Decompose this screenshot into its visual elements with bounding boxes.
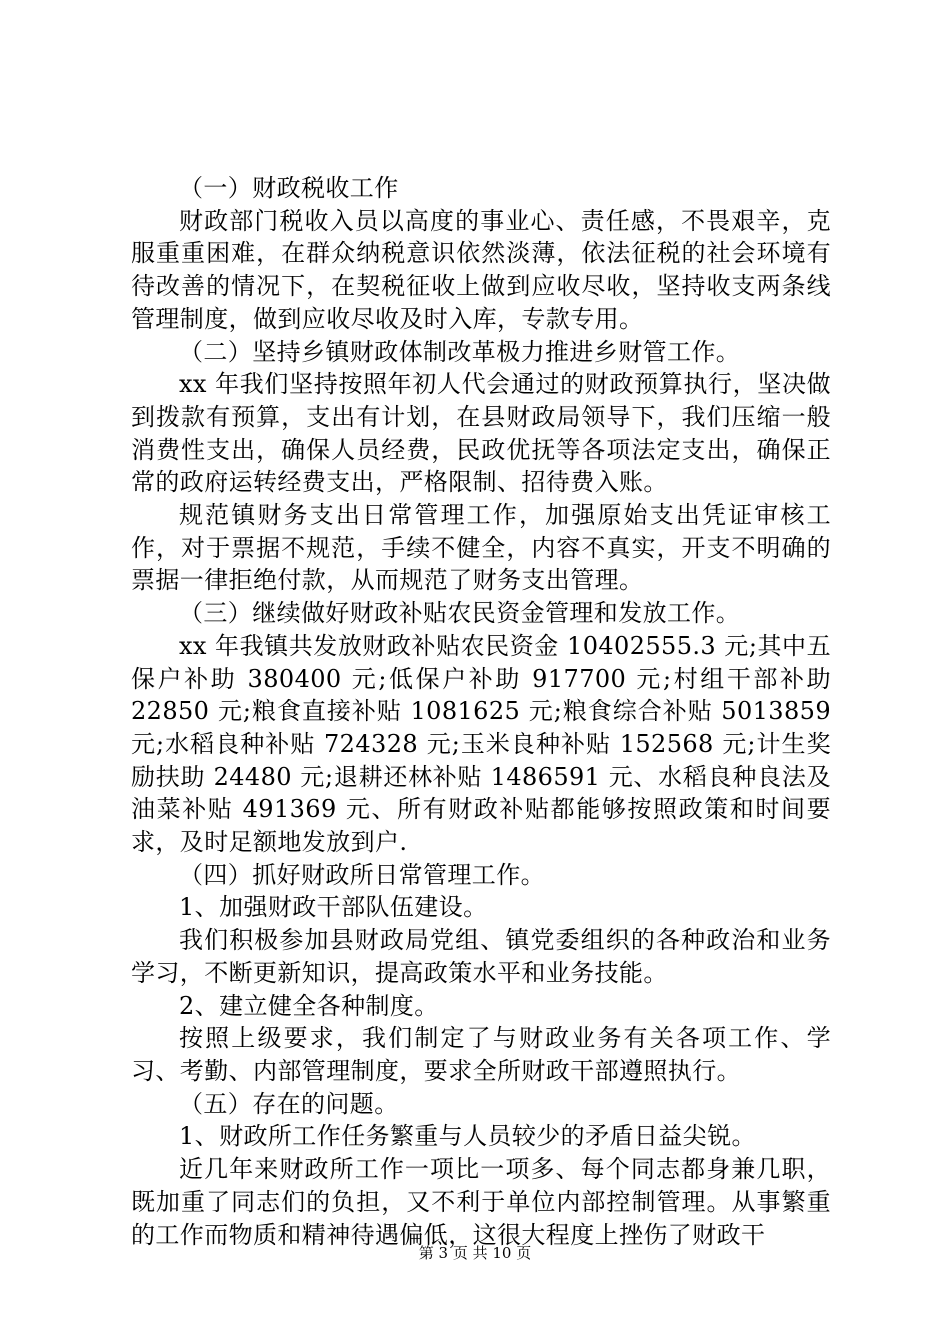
paragraph-subsidy-details: xx 年我镇共发放财政补贴农民资金 10402555.3 元;其中五保户补助 380400 元;低保户补助 917700 元;村组干部补助 22850 元;粮食直接补贴 1081625 元;粮食综合补贴 5013859 元;水稻良种补贴 724328 元;玉米良种补贴 152568 元;计生奖励扶助 24480 元;退耕还林补贴 1486591 元、水稻良种良法及油菜补贴 491369 元、所有财政补贴都能够按照政策和时间要求，及时足额地发放到户. — [131, 631, 831, 857]
paragraph-tax-collection: 财政部门税收入员以高度的事业心、责任感，不畏艰辛，克服重重困难，在群众纳税意识依然淡薄，依法征税的社会环境有待改善的情况下，在契税征收上做到应收尽收，坚持收支两条线管理制度，做到应收尽收及时入库，专款专用。 — [131, 206, 831, 333]
paragraph-rules: 按照上级要求，我们制定了与财政业务有关各项工作、学习、考勤、内部管理制度，要求全所财政干部遵照执行。 — [131, 1024, 831, 1085]
paragraph-workload: 近几年来财政所工作一项比一项多、每个同志都身兼几职，既加重了同志们的负担，又不利于单位内部控制管理。从事繁重的工作而物质和精神待遇偏低，这很大程度上挫伤了财政干 — [131, 1155, 831, 1249]
heading-subsidy-funds: （三）继续做好财政补贴农民资金管理和发放工作。 — [179, 599, 741, 628]
page-footer: 第 3 页 共 10 页 — [418, 1244, 532, 1262]
subheading-workload: 1、财政所工作任务繁重与人员较少的矛盾日益尖锐。 — [179, 1122, 756, 1151]
heading-problems: （五）存在的问题。 — [179, 1089, 399, 1118]
paragraph-study: 我们积极参加县财政局党组、镇党委组织的各种政治和业务学习，不断更新知识，提高政策水平和业务技能。 — [131, 926, 831, 987]
paragraph-budget-execution: xx 年我们坚持按照年初人代会通过的财政预算执行，坚决做到拨款有预算，支出有计划，在县财政局领导下，我们压缩一般消费性支出，确保人员经费，民政优抚等各项法定支出，确保正常的政府运转经费支出，严格限制、招待费入账。 — [131, 370, 831, 497]
heading-daily-management: （四）抓好财政所日常管理工作。 — [179, 860, 545, 889]
paragraph-expense-management: 规范镇财务支出日常管理工作，加强原始支出凭证审核工作，对于票据不规范，手续不健全，内容不真实，开支不明确的票据一律拒绝付款，从而规范了财务支出管理。 — [131, 501, 831, 595]
heading-fiscal-tax: （一）财政税收工作 — [179, 174, 399, 202]
subheading-team-building: 1、加强财政干部队伍建设。 — [179, 893, 488, 922]
body-text — [131, 172, 831, 1251]
heading-finance-reform: （二）坚持乡镇财政体制改革极力推进乡财管工作。 — [179, 337, 741, 366]
subheading-systems: 2、建立健全各种制度。 — [179, 991, 439, 1020]
